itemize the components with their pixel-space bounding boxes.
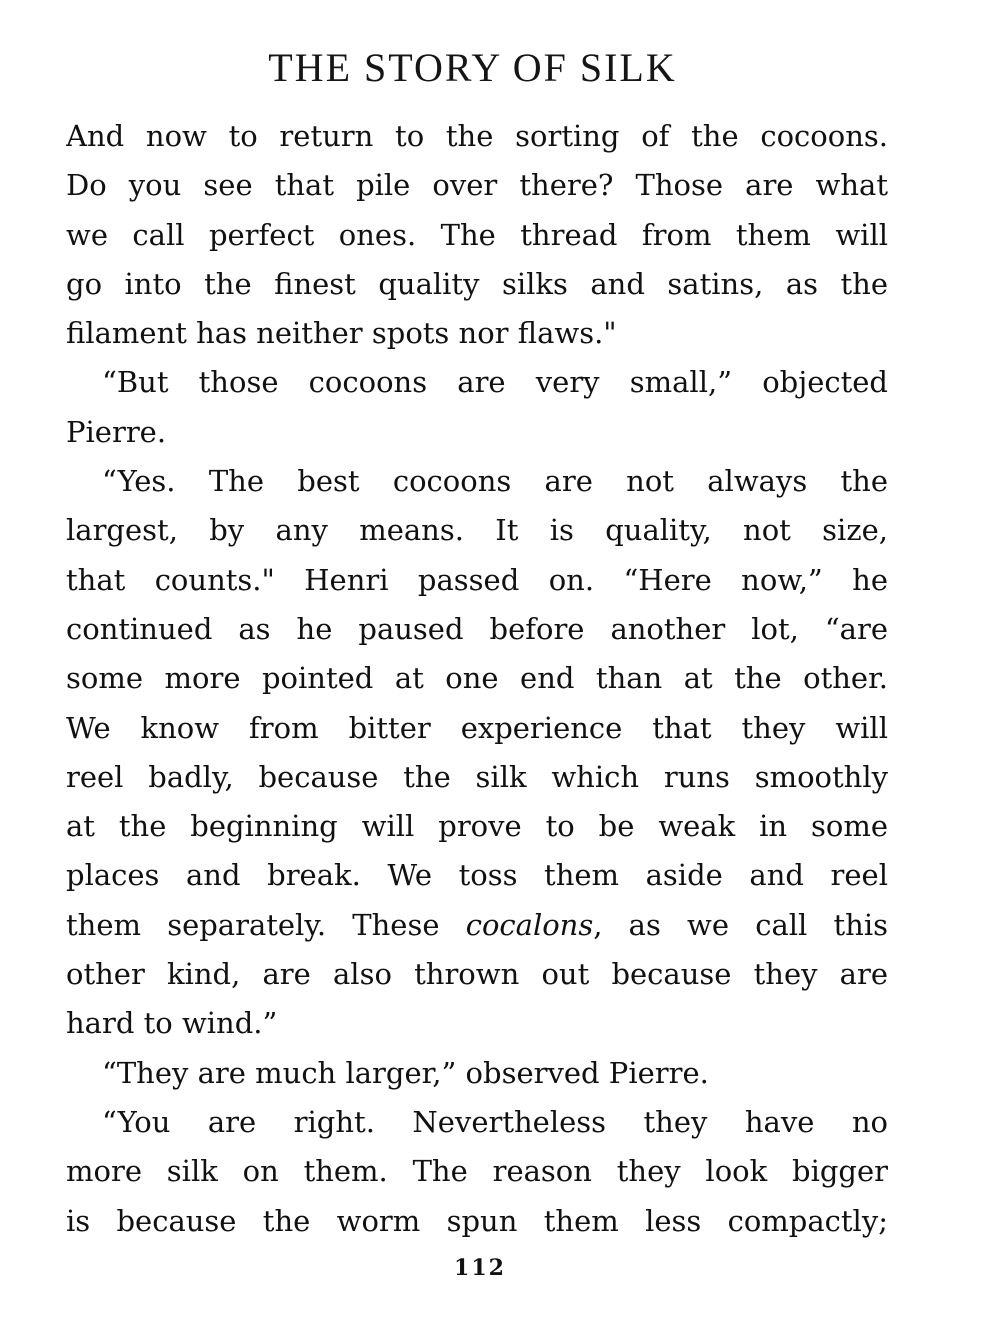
text-line: hard to wind.” [66,1006,278,1041]
text-line: We know from bitter experience that they will [66,710,888,745]
running-head: THE STORY OF SILK [268,45,677,90]
text-line: continued as he paused before another lot, “are [66,611,888,646]
text-line: Do you see that pile over there? Those are what [66,168,888,203]
text-line: is because the worm spun them less compactly; [66,1203,888,1238]
text-line: And now to return to the sorting of the cocoons. [66,119,888,153]
text-line: “But those cocoons are very small,” objected [102,365,888,400]
page-number: 112 [454,1255,506,1281]
text-line: more silk on them. The reason they look bigger [66,1154,888,1189]
text-line-with-italic [66,901,888,950]
text-line: places and break. We toss them aside and reel [66,858,888,893]
text-line: reel badly, because the silk which runs smoothly [66,759,888,794]
text-line: other kind, are also thrown out because they are [66,957,888,992]
text-line: that counts." Henri passed on. “Here now,” he [66,562,888,597]
text-line: “Yes. The best cocoons are not always the [102,464,888,499]
text-line: Pierre. [66,414,167,449]
body-text [66,112,888,1246]
text-segment: them separately. These [66,907,466,942]
text-line: we call perfect ones. The thread from them will [66,217,888,252]
text-line: “They are much larger,” observed Pierre. [102,1055,709,1090]
text-line: go into the finest quality silks and satins, as the [66,266,888,301]
text-line: largest, by any means. It is quality, not size, [66,513,888,548]
text-segment: , as we call this [593,907,888,942]
text-line: at the beginning will prove to be weak in some [66,809,888,844]
italic-term: cocalons [465,907,594,942]
text-line: some more pointed at one end than at the other. [66,661,888,696]
text-line: filament has neither spots nor flaws." [66,316,617,351]
text-line: “You are right. Nevertheless they have no [102,1104,888,1139]
